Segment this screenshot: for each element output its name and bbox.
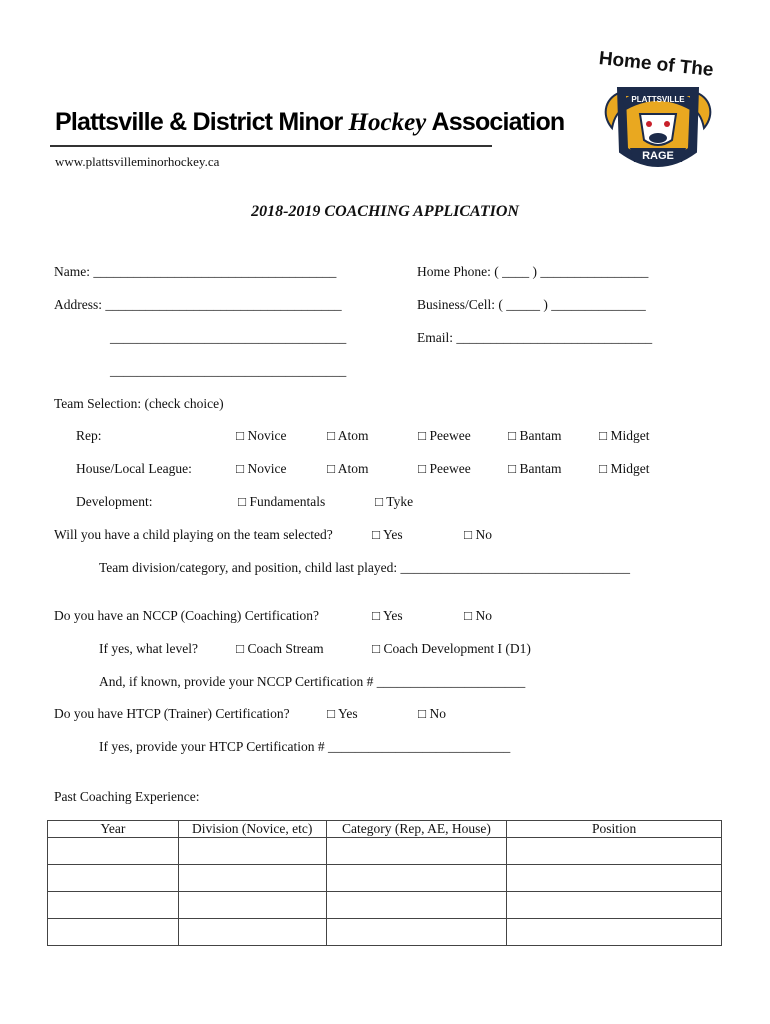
table-row [48,838,722,865]
child-no-checkbox[interactable]: □ No [464,527,493,542]
child-question: Will you have a child playing on the team selected? [54,527,333,542]
htcp-question: Do you have HTCP (Trainer) Certification? [54,706,290,721]
house-peewee-checkbox[interactable]: □ Peewee [418,461,471,476]
table-cell[interactable] [507,892,722,919]
rep-atom-checkbox[interactable]: □ Atom [327,428,369,443]
address-line-3[interactable]: ___________________________________ [110,363,347,378]
table-cell[interactable] [48,919,179,946]
table-row [48,919,722,946]
table-cell[interactable] [178,919,326,946]
coach-development-checkbox[interactable]: □ Coach Development I (D1) [372,641,531,656]
table-cell[interactable] [507,838,722,865]
table-cell[interactable] [507,919,722,946]
dev-tyke-checkbox[interactable]: □ Tyke [375,494,414,509]
table-cell[interactable] [178,838,326,865]
col-header-division: Division (Novice, etc) [178,821,326,838]
logo-tagline: Home of The [597,48,715,81]
plattsville-rage-logo [592,48,724,188]
team-selection-heading: Team Selection: (check choice) [54,396,224,411]
table-cell[interactable] [48,838,179,865]
htcp-no-checkbox[interactable]: □ No [418,706,447,721]
col-header-year: Year [48,821,179,838]
table-cell[interactable] [48,865,179,892]
house-bantam-checkbox[interactable]: □ Bantam [508,461,562,476]
table-cell[interactable] [48,892,179,919]
logo-top-text: PLATTSVILLE [631,95,685,104]
rep-label: Rep: [76,428,102,443]
business-cell-field[interactable]: Business/Cell: ( _____ ) ______________ [417,297,646,312]
organization-title [55,108,564,137]
rep-bantam-checkbox[interactable]: □ Bantam [508,428,562,443]
htcp-yes-checkbox[interactable]: □ Yes [327,706,358,721]
table-cell[interactable] [326,838,507,865]
col-header-category: Category (Rep, AE, House) [326,821,507,838]
form-title: 2018-2019 COACHING APPLICATION [251,203,519,220]
htcp-cert-number-field[interactable]: If yes, provide your HTCP Certification # ___________________________ [99,739,511,754]
rep-peewee-checkbox[interactable]: □ Peewee [418,428,471,443]
table-cell[interactable] [178,865,326,892]
address-field[interactable]: Address: ___________________________________ [54,297,342,312]
logo-banner-text: RAGE [642,150,674,162]
house-league-label: House/Local League: [76,461,192,476]
rep-novice-checkbox[interactable]: □ Novice [236,428,287,443]
table-row [48,865,722,892]
nccp-question: Do you have an NCCP (Coaching) Certification? [54,608,319,623]
nccp-level-label: If yes, what level? [99,641,198,656]
house-midget-checkbox[interactable]: □ Midget [599,461,650,476]
org-title-part1: Plattsville & District Minor [55,108,349,136]
home-phone-field[interactable]: Home Phone: ( ____ ) ________________ [417,264,649,279]
nccp-no-checkbox[interactable]: □ No [464,608,493,623]
table-cell[interactable] [326,892,507,919]
website-link[interactable]: www.plattsvilleminorhockey.ca [55,154,220,169]
child-last-played-field[interactable]: Team division/category, and position, child last played: __________________________________ [99,560,630,575]
col-header-position: Position [507,821,722,838]
table-cell[interactable] [178,892,326,919]
name-field[interactable]: Name: ____________________________________ [54,264,337,279]
email-field[interactable]: Email: _____________________________ [417,330,653,345]
development-label: Development: [76,494,153,509]
table-row [48,892,722,919]
child-yes-checkbox[interactable]: □ Yes [372,527,403,542]
nccp-yes-checkbox[interactable]: □ Yes [372,608,403,623]
house-atom-checkbox[interactable]: □ Atom [327,461,369,476]
title-underline [50,145,492,147]
org-title-hockey: Hockey [348,109,427,136]
org-title-part2: Association [426,108,565,136]
table-cell[interactable] [326,865,507,892]
experience-heading: Past Coaching Experience: [54,789,200,804]
address-line-2[interactable]: ___________________________________ [110,330,347,345]
table-cell[interactable] [326,919,507,946]
rep-midget-checkbox[interactable]: □ Midget [599,428,650,443]
nccp-cert-number-field[interactable]: And, if known, provide your NCCP Certification # ______________________ [99,674,526,689]
table-header-row [48,821,722,838]
house-novice-checkbox[interactable]: □ Novice [236,461,287,476]
table-cell[interactable] [507,865,722,892]
dev-fundamentals-checkbox[interactable]: □ Fundamentals [238,494,326,509]
experience-table [47,820,722,946]
coach-stream-checkbox[interactable]: □ Coach Stream [236,641,324,656]
